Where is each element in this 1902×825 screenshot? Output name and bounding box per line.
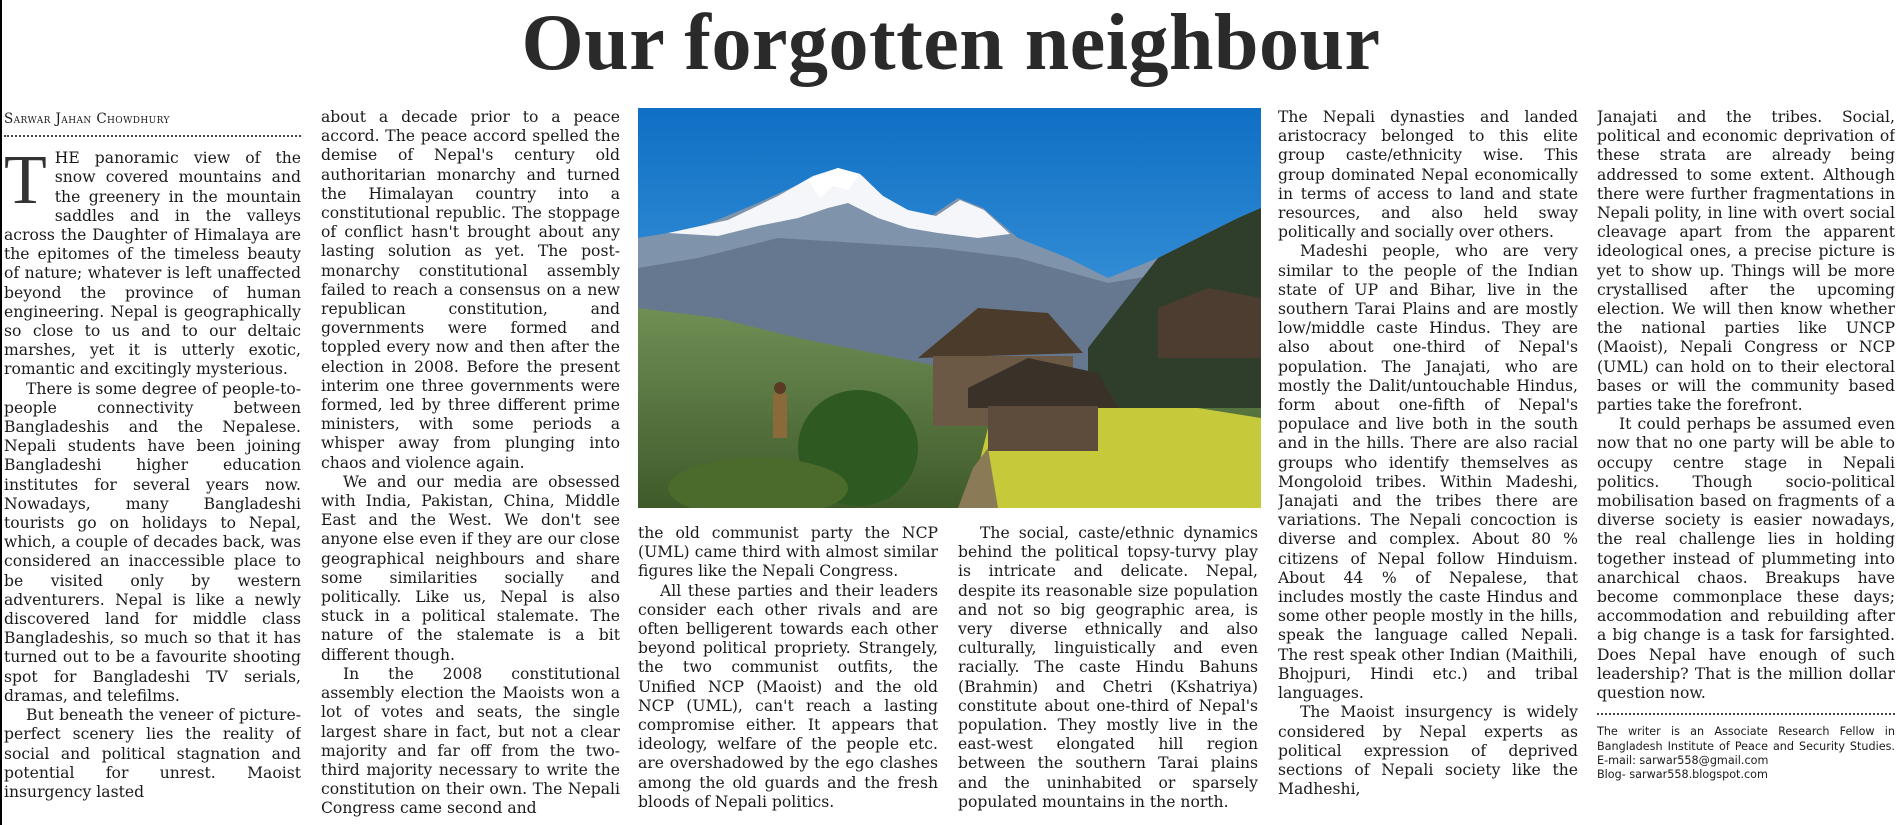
paragraph: The Maoist insurgency is widely considered by Nepal experts as political expression of deprived sections of Nepali society like the Madheshi, (1278, 703, 1578, 799)
nepal-mountain-photo (638, 108, 1261, 508)
paragraph: about a decade prior to a peace accord. The peace accord spelled the demise of Nepal's century old authoritarian monarchy and turned the Himalayan country into a constitutional republic. The stoppage of conflict hasn't brought about any lasting solution as yet. The post-monarchy constitutional assembly failed to reach a consensus on a new republican constitution, and governments were formed and toppled every now and then after the election in 2008. Before the present interim one three governments were formed, led by three different prime ministers, with some periods a whisper away from plunging into chaos and violence again. (321, 108, 620, 472)
byline: Sarwar Jahan Chowdhury (4, 111, 170, 127)
article-column-2 (321, 108, 620, 825)
paragraph: In the 2008 constitutional assembly election the Maoists won a lot of votes and seats, the single largest share in fact, but not a clear majority and far off from the two-third majority necessary to write the constitution on their own. The Nepali Congress came second and (321, 664, 620, 818)
author-note-blog: Blog- sarwar558.blogspot.com (1597, 767, 1768, 781)
paragraph: Madeshi people, who are very similar to the people of the Indian state of UP and Bihar, live in the southern Tarai Plains and are mostly low/middle caste Hindus. They are also about one-third of Nepal's population. The Janajati, who are mostly the Dalit/untouchable Hindus, form about one-fifth of Nepal's populace and live both in the south and in the hills. There are also racial groups who identify themselves as Mongoloid tribes. Within Madeshi, Janajati and the tribes there are variations. The Nepali concoction is diverse and complex. About 80 % citizens of Nepal follow Hinduism. About 44 % of Nepalese, that includes mostly the caste Hindus and some other people mostly in the hills, speak the language called Nepali. The rest speak other Indian (Maithili, Bhojpuri, Hindi etc.) and tribal languages. (1278, 242, 1578, 703)
article-column-6 (1597, 108, 1895, 825)
paragraph: THE panoramic view of the snow covered mountains and the greenery in the mountain saddles and in the valleys across the Daughter of Himalaya are the epitomes of the timeless beauty of nature; whatever is left unaffected beyond the province of human engineering. Nepal is geographically so close to us and to our deltaic marshes, yet it is utterly exotic, romantic and excitingly mysterious. (4, 142, 301, 379)
paragraph: The social, caste/ethnic dynamics behind the political topsy-turvy play is intricate and delicate. Nepal, despite its reasonable size population and not so big geographic area, is very diverse ethnically and also culturally, linguistically and even racially. The caste Hindu Bahuns (Brahmin) and Chetri (Kshatriya) constitute about one-third of Nepal's population. They mostly live in the east-west elongated hill region between the southern Tarai plains and the uninhabited or sparsely populated mountains in the north. (958, 524, 1258, 811)
byline-divider (4, 135, 301, 137)
paragraph: There is some degree of people-to-people connectivity between Bangladeshis and the Nepalese. Nepali students have been joining Bangladeshi higher education institutes for several years now. Nowadays, many Bangladeshi tourists go on holidays to Nepal, which, a couple of decades back, was considered an inaccessible place to be visited only by western adventurers. Nepal is like a newly discovered land for middle class Bangladeshis, so much so that it has turned out to be a favourite shooting spot for Bangladeshi TV serials, dramas, and telefilms. (4, 379, 301, 705)
drop-cap: T (4, 142, 47, 220)
author-note-divider (1597, 713, 1895, 715)
article-column-5 (1278, 108, 1578, 825)
article-column-1 (4, 108, 301, 825)
photo-illustration (638, 108, 1261, 508)
article-column-3 (638, 524, 938, 825)
headline: Our forgotten neighbour (521, 0, 1381, 87)
paragraph: We and our media are obsessed with India, Pakistan, China, Middle East and the West. We don't see anyone else even if they are our close geographical neighbours and share some similarities socially and politically. Like us, Nepal is also stuck in a political stalemate. The nature of the stalemate is a bit different though. (321, 472, 620, 664)
author-note (1597, 725, 1895, 782)
paragraph: All these parties and their leaders consider each other rivals and are often belligerent towards each other beyond political propriety. Strangely, the two communist outfits, the Unified NCP (Maoist) and the old NCP (UML), can't reach a lasting compromise either. It appears that ideology, welfare of the people etc. are overshadowed by the ego clashes among the old guards and the fresh bloods of Nepali politics. (638, 581, 938, 811)
paragraph: But beneath the veneer of picture-perfect scenery lies the reality of social and political stagnation and potential for unrest. Maoist insurgency lasted (4, 706, 301, 801)
paragraph: the old communist party the NCP (UML) came third with almost similar figures like the Nepali Congress. (638, 524, 938, 581)
page-edge-rule (0, 0, 2, 825)
article-column-4 (958, 524, 1258, 825)
author-note-affiliation: The writer is an Associate Research Fellow in Bangladesh Institute of Peace and Security Studies. E-mail: sarwar558@gmail.com (1597, 725, 1895, 767)
paragraph: Janajati and the tribes. Social, political and economic deprivation of these strata are already being addressed to some extent. Although there were further fragmentations in Nepali polity, in line with overt social cleavage apart from the apparent ideological ones, a precise picture is yet to show up. Things will be more crystallised after the upcoming election. We will then know whether the national parties like UNCP (Maoist), Nepali Congress or NCP (UML) can hold on to their electoral bases or will the community based parties take the forefront. (1597, 108, 1895, 415)
paragraph: The Nepali dynasties and landed aristocracy belonged to this elite group caste/ethnicity wise. This group dominated Nepal economically in terms of access to land and state resources, and also held sway politically and socially over others. (1278, 108, 1578, 242)
paragraph: It could perhaps be assumed even now that no one party will be able to occupy centre stage in Nepali politics. Though socio-political mobilisation based on fragments of a diverse society is easier nowadays, the real challenge lies in holding together instead of plummeting into anarchical chaos. Breakups have become commonplace these days; accommodation and rebuilding after a big change is a task for farsighted. Does Nepal have enough of such leadership? That is the million dollar question now. (1597, 415, 1895, 703)
